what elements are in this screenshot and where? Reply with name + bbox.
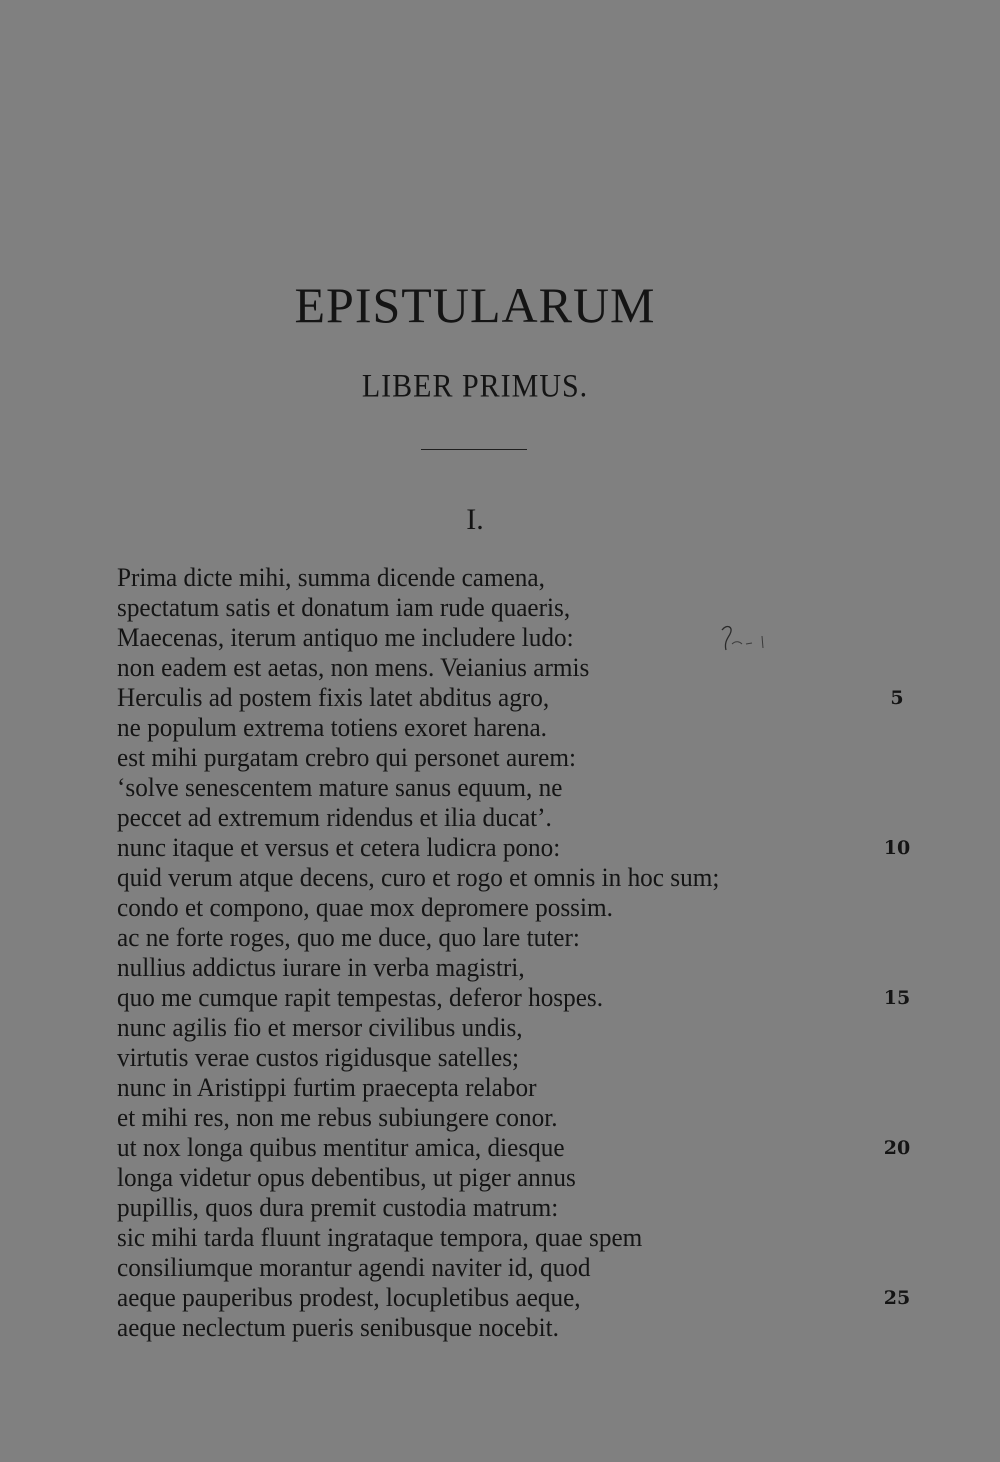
verse-line-text: aeque pauperibus prodest, locupletibus aeque, [117,1283,581,1312]
verse-line [117,923,967,953]
verse-line [117,713,967,743]
verse-line [117,803,967,833]
verse-line [117,1073,967,1103]
handwritten-annotation [716,620,768,656]
line-number: 10 [883,837,911,859]
divider-rule [421,449,527,450]
verse-line-text: ‘solve senescentem mature sanus equum, ne [117,773,563,802]
verse-line [117,1133,967,1163]
verse-line [117,653,967,683]
verse-line-text: ac ne forte roges, quo me duce, quo lare tuter: [117,923,580,952]
verse-line-text: nunc itaque et versus et cetera ludicra pono: [117,833,561,862]
verse-line [117,1223,967,1253]
verse-line [117,1103,967,1133]
verse-line [117,1193,967,1223]
page-title: EPISTULARUM [294,277,656,333]
verse-line [117,833,967,863]
verse-line [117,863,967,893]
verse-line-text: aeque neclectum pueris senibusque nocebit. [117,1313,559,1342]
line-number: 15 [883,987,911,1009]
verse-line [117,1283,967,1313]
verse-line-text: nullius addictus iurare in verba magistri, [117,953,525,982]
verse-line-text: sic mihi tarda fluunt ingrataque tempora, quae spem [117,1223,643,1252]
verse-line [117,773,967,803]
page-subtitle: LIBER PRIMUS. [361,368,589,405]
verse-line-text: condo et compono, quae mox depromere possim. [117,893,613,922]
verse-line-text: virtutis verae custos rigidusque satelles; [117,1043,520,1072]
line-number: 5 [890,687,904,709]
verse-line-text: spectatum satis et donatum iam rude quaeris, [117,593,571,622]
section-number: I. [466,503,484,536]
verse-line [117,983,967,1013]
verse-line [117,953,967,983]
line-number: 20 [883,1137,911,1159]
verse-line-text: quo me cumque rapit tempestas, deferor hospes. [117,983,604,1012]
verse-line-text: nunc in Aristippi furtim praecepta relabor [117,1073,537,1102]
verse-line [117,1313,967,1343]
verse-line-text: et mihi res, non me rebus subiungere conor. [117,1103,558,1132]
verse-line-text: Maecenas, iterum antiquo me includere ludo: [117,623,574,652]
verse-line [117,593,967,623]
verse-line-text: pupillis, quos dura premit custodia matrum: [117,1193,559,1222]
verse-line-text: ne populum extrema totiens exoret harena. [117,713,547,742]
verse-line-text: Prima dicte mihi, summa dicende camena, [117,563,545,592]
verse-line-text: nunc agilis fio et mersor civilibus undis, [117,1013,523,1042]
verse-line [117,563,967,593]
verse-line [117,1013,967,1043]
verse-line [117,743,967,773]
verse-line-text: ut nox longa quibus mentitur amica, diesque [117,1133,565,1162]
verse-line-text: Herculis ad postem fixis latet abditus agro, [117,683,550,712]
poem-text [117,563,967,1343]
verse-line [117,1163,967,1193]
verse-line [117,683,967,713]
verse-line-text: est mihi purgatam crebro qui personet aurem: [117,743,576,772]
line-number: 25 [883,1287,911,1309]
verse-line [117,623,967,653]
verse-line-text: peccet ad extremum ridendus et ilia ducat’. [117,803,552,832]
verse-line [117,893,967,923]
verse-line-text: longa videtur opus debentibus, ut piger annus [117,1163,576,1192]
verse-line-text: non eadem est aetas, non mens. Veianius armis [117,653,590,682]
verse-line [117,1043,967,1073]
verse-line-text: consiliumque morantur agendi naviter id, quod [117,1253,591,1282]
verse-line [117,1253,967,1283]
verse-line-text: quid verum atque decens, curo et rogo et omnis in hoc sum; [117,863,720,892]
